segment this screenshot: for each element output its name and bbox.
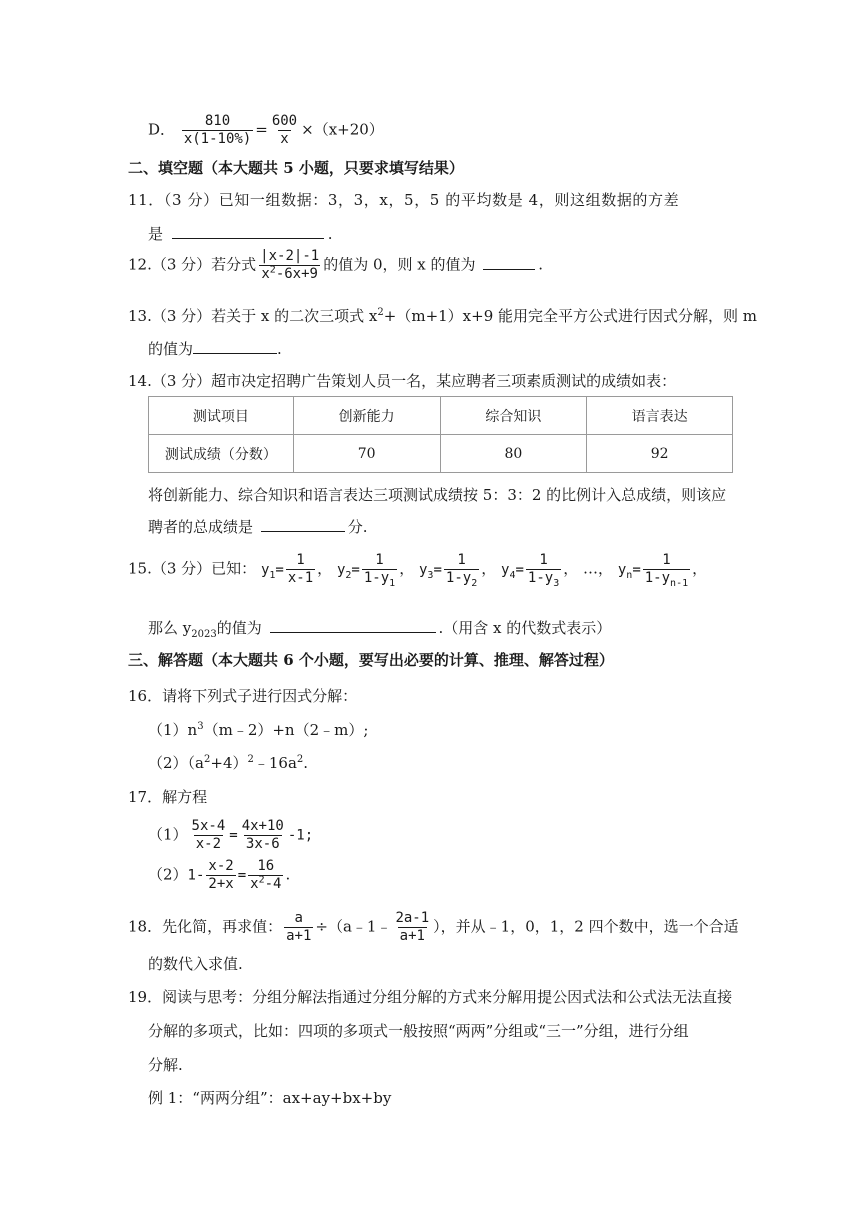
q16-title: 16．请将下列式子进行因式分解：: [128, 687, 358, 705]
table-cell: 测试成绩（分数）: [149, 435, 294, 473]
q15-fraction-4: $\frac{1}{1-y_3}$: [527, 552, 560, 589]
q17-p1-fraction-1: $\frac{5x-4}{x-2}$: [191, 818, 226, 852]
table-cell: 92: [587, 435, 733, 473]
q17-part2: （2）1- $\frac{x-2}{2+x}$ = $\frac{16}{x^2-4}$ .: [148, 858, 291, 892]
q12: 12.（3 分）若分式 $\frac{|x-2|-1}{x^2-6x+9}$ 的值为 0，则 x 的值为 .: [128, 248, 544, 282]
table-row: [149, 435, 733, 473]
q15-fraction-3: $\frac{1}{1-y_2}$: [445, 552, 478, 589]
q15-fraction-2: $\frac{1}{1-y_1}$: [363, 552, 396, 589]
score-table: [148, 396, 733, 473]
q14-intro: 14.（3 分）超市决定招聘广告策划人员一名，某应聘者三项素质测试的成绩如表：: [128, 372, 677, 390]
q10-tail: ×（x+20）: [301, 120, 384, 139]
fraction-600: $\frac{600}{x}$: [271, 113, 298, 147]
q13-answer-blank[interactable]: [193, 339, 277, 354]
q15-fraction-n: $\frac{1}{1-y_{n-1}}$: [644, 552, 689, 589]
option-label: D．: [148, 120, 176, 139]
q19-line1: 19．阅读与思考：分组分解法指通过分组分解的方式来分解用提公因式法和公式法无法直接: [128, 988, 733, 1006]
q19-line3: 分解.: [148, 1056, 183, 1074]
q18-fraction-1: $\frac{a}{a+1}$: [286, 910, 312, 944]
section3-heading: 三、解答题（本大题共 6 个小题，要写出必要的计算、推理、解答过程）: [128, 651, 614, 669]
q18-line1: 18．先化简，再求值： $\frac{a}{a+1}$ ÷（a﹣1﹣ $\frac{2a-1}{a+1}$ ），并从﹣1，0，1，2 四个数中，选一个合适: [128, 910, 739, 944]
q11-line1: 11．（3 分）已知一组数据：3，3，x，5，5 的平均数是 4，则这组数据的方差: [128, 191, 680, 209]
q15-fraction-1: $\frac{1}{x-1}$: [287, 552, 314, 586]
q19-example: 例 1：“两两分组”：ax+ay+bx+by: [148, 1089, 392, 1107]
table-row: [149, 397, 733, 435]
q14-after2: 聘者的总成绩是 分.: [148, 518, 368, 536]
q17-part1: （1） $\frac{5x-4}{x-2}$ = $\frac{4x+10}{3x-6}$ -1;: [148, 818, 314, 852]
q15-line2: 那么 $y_{2023}$的值为 .（用含 x 的代数式表示）: [148, 619, 612, 640]
q18-line2: 的数代入求值.: [148, 955, 243, 973]
q13-line2: 的值为 .: [148, 340, 282, 358]
table-header-cell: 测试项目: [149, 397, 294, 435]
q11-line2: 是 .: [148, 225, 333, 243]
q16-part1: $(1)n^3(m﹣2)+n(2﹣m)$;: [148, 721, 369, 739]
q17-p2-fraction-2: $\frac{16}{x^2-4}$: [250, 858, 282, 892]
q12-answer-blank[interactable]: [483, 255, 535, 270]
q14-after1: 将创新能力、综合知识和语言表达三项测试成绩按 5：3：2 的比例计入总成绩，则该应: [148, 486, 727, 504]
q11-answer-blank[interactable]: [172, 224, 324, 239]
table-header-cell: 语言表达: [587, 397, 733, 435]
q15: 15.（3 分）已知： $y_1=$ $\frac{1}{x-1}$ ， $y_2=$ $\frac{1}{1-y_1}$ ， $y_3=$ $\frac{1}{1-y_2}$ ， $y_4=$ $\frac{1}{1-y_3}$ ， …， $y_n=$ $\frac{1}{1-y_{n-1}}$ ，: [128, 552, 708, 589]
q14-answer-blank[interactable]: [261, 517, 345, 532]
q15-answer-blank[interactable]: [270, 618, 436, 633]
q17-p1-fraction-2: $\frac{4x+10}{3x-6}$: [241, 818, 284, 852]
q10-option-d: D． $\frac{810}{x(1-10\%)}$ = $\frac{600}{x}$ ×（x+20）: [148, 113, 384, 147]
q17-p2-fraction-1: $\frac{x-2}{2+x}$: [208, 858, 234, 892]
q13-line1: 13.（3 分）若关于 x 的二次三项式 $x^2+(m+1)x+9$ 能用完全平方公式进行因式分解，则 m: [128, 307, 758, 325]
fraction-810: $\frac{810}{x(1-10\%)}$: [183, 113, 252, 147]
table-cell: 80: [440, 435, 587, 473]
q18-fraction-2: $\frac{2a-1}{a+1}$: [395, 910, 430, 944]
section2-heading: 二、填空题（本大题共 5 小题，只要求填写结果）: [128, 159, 464, 177]
q12-fraction: $\frac{|x-2|-1}{x^2-6x+9}$: [260, 248, 320, 282]
table-header-cell: 创新能力: [293, 397, 440, 435]
table-header-cell: 综合知识: [440, 397, 587, 435]
q17-title: 17．解方程: [128, 788, 208, 806]
table-cell: 70: [293, 435, 440, 473]
q16-part2: $(2)(a^2+4)^2﹣16a^2$.: [148, 754, 309, 772]
q19-line2: 分解的多项式，比如：四项的多项式一般按照“两两”分组或“三一”分组，进行分组: [148, 1022, 689, 1040]
